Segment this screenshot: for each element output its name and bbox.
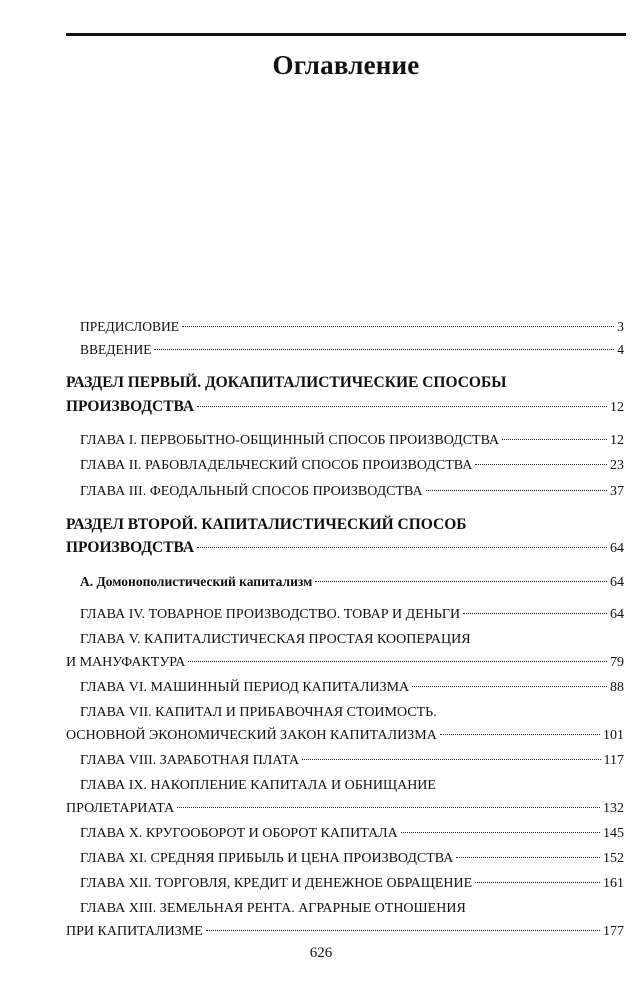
- toc-entry-page: 64: [610, 541, 624, 556]
- toc-entry-page: 12: [610, 400, 624, 415]
- dot-leader: [197, 546, 607, 548]
- dot-leader: [188, 660, 607, 662]
- toc-entry-glava-6[interactable]: [80, 680, 624, 696]
- toc-entry-page: 117: [603, 753, 624, 768]
- dot-leader: [412, 685, 607, 687]
- toc-entry-glava-13-line1[interactable]: ГЛАВА XIII. ЗЕМЕЛЬНАЯ РЕНТА. АГРАРНЫЕ ОТНОШЕНИЯ: [80, 901, 466, 916]
- dot-leader: [475, 881, 600, 883]
- dot-leader: [315, 580, 607, 582]
- toc-entry-title: ГЛАВА II. РАБОВЛАДЕЛЬЧЕСКИЙ СПОСОБ ПРОИЗВОДСТВА: [80, 458, 473, 473]
- toc-entry-title: ГЛАВА X. КРУГООБОРОТ И ОБОРОТ КАПИТАЛА: [80, 826, 398, 841]
- toc-entry-page: 161: [603, 876, 624, 891]
- toc-entry-title: ГЛАВА VI. МАШИННЫЙ ПЕРИОД КАПИТАЛИЗМА: [80, 680, 410, 695]
- dot-leader: [440, 733, 600, 735]
- toc-entry-title: ГЛАВА I. ПЕРВОБЫТНО-ОБЩИННЫЙ СПОСОБ ПРОИЗВОДСТВА: [80, 433, 500, 448]
- toc-entry-title: И МАНУФАКТУРА: [66, 655, 186, 670]
- toc-entry-page: 177: [603, 924, 624, 939]
- dot-leader: [426, 489, 607, 491]
- toc-entry-page: 4: [617, 342, 624, 357]
- toc-entry-page: 12: [610, 433, 624, 448]
- toc-entry-page: 152: [603, 851, 624, 866]
- page-number: 626: [309, 945, 333, 961]
- dot-leader: [206, 929, 600, 931]
- dot-leader: [502, 438, 607, 440]
- page-title: Оглавление: [272, 50, 420, 80]
- dot-leader: [154, 348, 614, 350]
- toc-entry-glava-4[interactable]: [80, 607, 624, 623]
- toc-entry-title: ГЛАВА XI. СРЕДНЯЯ ПРИБЫЛЬ И ЦЕНА ПРОИЗВОДСТВА: [80, 851, 454, 866]
- toc-entry-page: 101: [603, 728, 624, 743]
- section-heading-1-line1[interactable]: РАЗДЕЛ ПЕРВЫЙ. ДОКАПИТАЛИСТИЧЕСКИЕ СПОСОБЫ: [66, 374, 507, 391]
- dot-leader: [463, 612, 607, 614]
- toc-entry-glava-9-line1[interactable]: ГЛАВА IX. НАКОПЛЕНИЕ КАПИТАЛА И ОБНИЩАНИЕ: [80, 778, 436, 793]
- toc-entry-page: 88: [610, 680, 624, 695]
- dot-leader: [456, 856, 600, 858]
- toc-entry-title: ГЛАВА VIII. ЗАРАБОТНАЯ ПЛАТА: [80, 753, 300, 768]
- toc-entry-title: ПРЕДИСЛОВИЕ: [80, 319, 180, 334]
- toc-entry-glava-11[interactable]: [80, 851, 624, 867]
- toc-entry-glava-7-line1[interactable]: ГЛАВА VII. КАПИТАЛ И ПРИБАВОЧНАЯ СТОИМОСТЬ.: [80, 705, 437, 720]
- dot-leader: [302, 758, 600, 760]
- toc-entry-title: ВВЕДЕНИЕ: [80, 342, 152, 357]
- toc-entry-page: 132: [603, 801, 624, 816]
- toc-entry-glava-13[interactable]: [66, 924, 624, 940]
- dot-leader: [401, 831, 600, 833]
- toc-entry-title: ГЛАВА XII. ТОРГОВЛЯ, КРЕДИТ И ДЕНЕЖНОЕ ОБРАЩЕНИЕ: [80, 876, 473, 891]
- toc-entry-title: ГЛАВА IV. ТОВАРНОЕ ПРОИЗВОДСТВО. ТОВАР И ДЕНЬГИ: [80, 607, 461, 622]
- toc-entry-page: 64: [610, 607, 624, 622]
- toc-entry-page: 64: [610, 575, 624, 590]
- toc-entry-glava-1[interactable]: [80, 433, 624, 449]
- dot-leader: [197, 405, 607, 407]
- toc-entry-glava-10[interactable]: [80, 826, 624, 842]
- toc-entry-page: 23: [610, 458, 624, 473]
- toc-entry-page: 145: [603, 826, 624, 841]
- toc-entry-glava-12[interactable]: [80, 876, 624, 892]
- toc-entry-predislovie[interactable]: [80, 319, 624, 335]
- toc-entry-glava-5[interactable]: [66, 655, 624, 671]
- toc-entry-title: А. Домонополистический капитализм: [80, 574, 313, 589]
- toc-entry-glava-3[interactable]: [80, 484, 624, 500]
- toc-entry-vvedenie[interactable]: [80, 342, 624, 358]
- toc-entry-glava-8[interactable]: [80, 753, 624, 769]
- toc-entry-glava-9[interactable]: [66, 801, 624, 817]
- dot-leader: [177, 806, 600, 808]
- toc-entry-title: ПРОЛЕТАРИАТА: [66, 801, 175, 816]
- toc-entry-glava-7[interactable]: [66, 728, 624, 744]
- section-heading-2-line1[interactable]: РАЗДЕЛ ВТОРОЙ. КАПИТАЛИСТИЧЕСКИЙ СПОСОБ: [66, 516, 467, 533]
- toc-entry-glava-2[interactable]: [80, 458, 624, 474]
- section-heading-2[interactable]: [66, 539, 624, 557]
- toc-entry-page: 3: [617, 319, 624, 334]
- dot-leader: [182, 325, 614, 327]
- dot-leader: [475, 463, 607, 465]
- toc-entry-page: 79: [610, 655, 624, 670]
- subsection-heading-a[interactable]: [80, 574, 624, 591]
- toc-entry-title: ПРОИЗВОДСТВА: [66, 398, 195, 415]
- toc-entry-title: ПРИ КАПИТАЛИЗМЕ: [66, 924, 203, 939]
- section-heading-1[interactable]: [66, 398, 624, 416]
- toc-entry-glava-5-line1[interactable]: ГЛАВА V. КАПИТАЛИСТИЧЕСКАЯ ПРОСТАЯ КООПЕРАЦИЯ: [80, 632, 471, 647]
- toc-entry-title: ГЛАВА III. ФЕОДАЛЬНЫЙ СПОСОБ ПРОИЗВОДСТВА: [80, 484, 423, 499]
- toc-entry-title: ПРОИЗВОДСТВА: [66, 539, 195, 556]
- toc-entry-title: ОСНОВНОЙ ЭКОНОМИЧЕСКИЙ ЗАКОН КАПИТАЛИЗМА: [66, 728, 437, 743]
- toc-entry-page: 37: [610, 484, 624, 499]
